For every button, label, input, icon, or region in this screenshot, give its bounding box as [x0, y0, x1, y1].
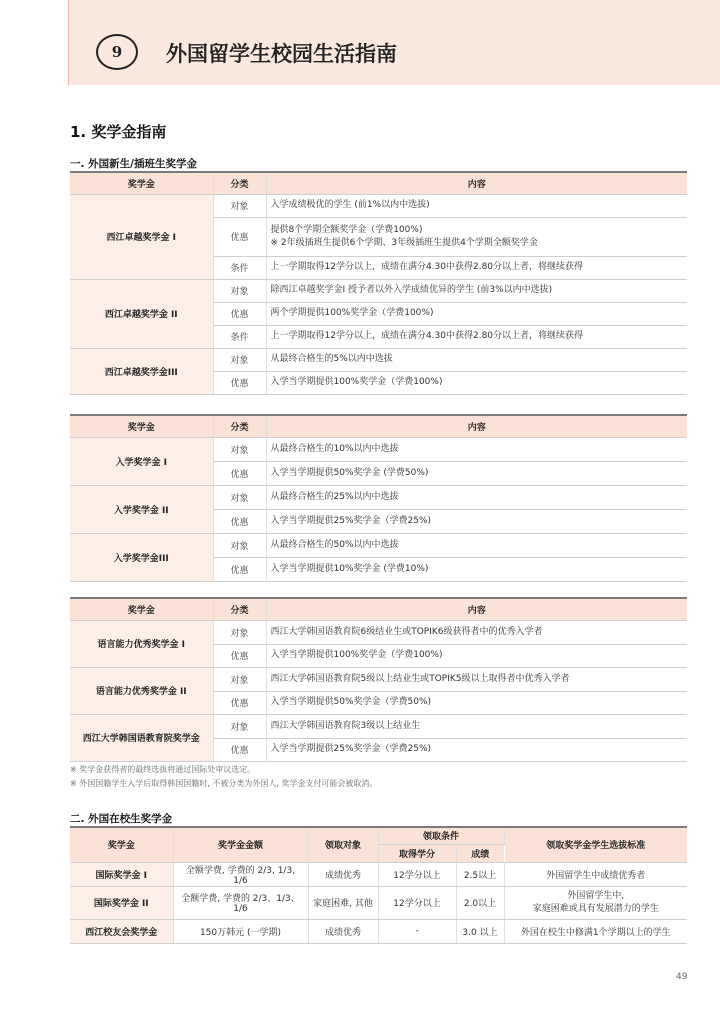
- criteria-cell: 外国在校生中修满1个学期以上的学生: [504, 919, 687, 943]
- category-cell: 对象: [213, 437, 266, 461]
- content-cell: [266, 217, 687, 256]
- category-cell: 条件: [213, 256, 266, 279]
- category-cell: 优惠: [213, 461, 266, 485]
- content-cell: 入学当学期提供25%奖学金（学费25%): [266, 738, 687, 761]
- column-header-content: 内容: [266, 598, 687, 620]
- subsection-title-new-students: 一. 外国新生/插班生奖学金: [70, 158, 197, 170]
- column-header-category: 分类: [213, 172, 266, 194]
- chapter-number: 9: [111, 43, 123, 61]
- content-cell: 入学当学期提供100%奖学金（学费100%): [266, 644, 687, 667]
- scholarship-name: 西江卓越奖学金III: [70, 348, 213, 394]
- content-cell: 西江大学韩国语教育院6级结业生或TOPIK6级获得者中的优秀入学者: [266, 620, 687, 644]
- scholarship-name: 西江校友会奖学金: [70, 919, 173, 943]
- scholarship-table-current-students: [70, 826, 687, 944]
- chapter-number-badge: [96, 34, 138, 70]
- content-cell: 从最终合格生的10%以内中选拔: [266, 437, 687, 461]
- scholarship-table-excellence: [70, 171, 687, 395]
- content-cell: 从最终合格生的5%以内中选拔: [266, 348, 687, 371]
- scholarship-name: 西江卓越奖学金 I: [70, 194, 213, 279]
- column-header-grade: 成绩: [456, 844, 504, 862]
- scholarship-name: 西江大学韩国语教育院奖学金: [70, 714, 213, 761]
- column-header-target: 领取对象: [308, 827, 378, 862]
- category-cell: 优惠: [213, 691, 266, 714]
- content-cell: 西江大学韩国语教育院3级以上结业生: [266, 714, 687, 738]
- category-cell: 对象: [213, 485, 266, 509]
- content-note: ※ 2年级插班生提供6个学期、3年级插班生提供4个学期全额奖学金: [270, 237, 538, 248]
- column-header-criteria: 领取奖学金学生选拔标准: [504, 827, 687, 862]
- page-number: 49: [676, 972, 688, 982]
- column-header-content: 内容: [266, 172, 687, 194]
- amount-cell: 全额学费, 学费的 2/3, 1/3, 1/6: [173, 862, 308, 886]
- content-cell: 入学成绩极优的学生 (前1%以内中选拔): [266, 194, 687, 217]
- category-cell: 对象: [213, 348, 266, 371]
- content-cell: 入学当学期提供10%奖学金 (学费10%): [266, 557, 687, 581]
- scholarship-table-language: [70, 597, 687, 762]
- grade-cell: 2.5以上: [456, 862, 504, 886]
- content-cell: 上一学期取得12学分以上，成绩在满分4.30中获得2.80分以上者，将继续获得: [266, 325, 687, 348]
- category-cell: 优惠: [213, 644, 266, 667]
- content-cell: 除西江卓越奖学金I 授予者以外入学成绩优异的学生 (前3%以内中选拔): [266, 279, 687, 302]
- scholarship-name: 国际奖学金 I: [70, 862, 173, 886]
- content-line: 提供8个学期全额奖学金（学费100%): [270, 225, 423, 236]
- column-header-conditions: 领取条件: [378, 827, 504, 844]
- content-cell: 两个学期提供100%奖学金（学费100%): [266, 302, 687, 325]
- subsection-title-current-students: 二. 外国在校生奖学金: [70, 813, 173, 825]
- content-cell: 从最终合格生的50%以内中选拔: [266, 533, 687, 557]
- content-cell: 上一学期取得12学分以上，成绩在满分4.30中获得2.80分以上者，将继续获得: [266, 256, 687, 279]
- scholarship-name: 国际奖学金 II: [70, 886, 173, 919]
- note: ※ 外国国籍学生入学后取得韩国国籍时, 不被分类为外国人, 奖学金支付可能会被取消。: [70, 779, 378, 788]
- category-cell: 对象: [213, 194, 266, 217]
- category-cell: 优惠: [213, 217, 266, 256]
- scholarship-name: 语言能力优秀奖学金 II: [70, 667, 213, 714]
- scholarship-name: 入学奖学金 II: [70, 485, 213, 533]
- credits-cell: 12学分以上: [378, 886, 456, 919]
- criteria-line: 家庭困难或具有发展潜力的学生: [532, 903, 659, 914]
- category-cell: 对象: [213, 714, 266, 738]
- grade-cell: 2.0以上: [456, 886, 504, 919]
- category-cell: 优惠: [213, 738, 266, 761]
- scholarship-name: 入学奖学金III: [70, 533, 213, 581]
- content-cell: 从最终合格生的25%以内中选拔: [266, 485, 687, 509]
- column-header-credits: 取得学分: [378, 844, 456, 862]
- grade-cell: 3.0 以上: [456, 919, 504, 943]
- column-header-scholarship: 奖学金: [70, 172, 213, 194]
- page-title: 外国留学生校园生活指南: [166, 42, 397, 66]
- scholarship-table-admission: [70, 414, 687, 582]
- credits-cell: 12学分以上: [378, 862, 456, 886]
- category-cell: 对象: [213, 620, 266, 644]
- category-cell: 对象: [213, 279, 266, 302]
- content-cell: 西江大学韩国语教育院5级以上结业生或TOPIK5级以上取得者中优秀入学者: [266, 667, 687, 691]
- category-cell: 条件: [213, 325, 266, 348]
- column-header-content: 内容: [266, 415, 687, 437]
- column-header-scholarship: 奖学金: [70, 415, 213, 437]
- column-header-category: 分类: [213, 598, 266, 620]
- amount-cell: 全额学费, 学费的 2/3、1/3、1/6: [173, 886, 308, 919]
- target-cell: 成绩优秀: [308, 862, 378, 886]
- column-header-scholarship: 奖学金: [70, 827, 173, 862]
- category-cell: 优惠: [213, 302, 266, 325]
- category-cell: 优惠: [213, 371, 266, 394]
- amount-cell: 150万韩元 (一学期): [173, 919, 308, 943]
- criteria-cell: [504, 886, 687, 919]
- section-title: 1. 奖学金指南: [70, 123, 167, 141]
- scholarship-name: 西江卓越奖学金 II: [70, 279, 213, 348]
- category-cell: 优惠: [213, 509, 266, 533]
- column-header-amount: 奖学金金额: [173, 827, 308, 862]
- category-cell: 优惠: [213, 557, 266, 581]
- credits-cell: -: [378, 919, 456, 943]
- content-cell: 入学当学期提供50%奖学金（学费50%): [266, 691, 687, 714]
- criteria-cell: 外国留学生中成绩优秀者: [504, 862, 687, 886]
- note: ※ 奖学金获得者的最终选拔将通过国际处审议选定。: [70, 765, 256, 774]
- scholarship-name: 语言能力优秀奖学金 I: [70, 620, 213, 667]
- category-cell: 对象: [213, 667, 266, 691]
- column-header-category: 分类: [213, 415, 266, 437]
- target-cell: 家庭困难, 其他: [308, 886, 378, 919]
- content-cell: 入学当学期提供50%奖学金 (学费50%): [266, 461, 687, 485]
- scholarship-name: 入学奖学金 I: [70, 437, 213, 485]
- category-cell: 对象: [213, 533, 266, 557]
- column-header-scholarship: 奖学金: [70, 598, 213, 620]
- content-cell: 入学当学期提供25%奖学金（学费25%): [266, 509, 687, 533]
- criteria-line: 外国留学生中,: [567, 890, 625, 901]
- target-cell: 成绩优秀: [308, 919, 378, 943]
- content-cell: 入学当学期提供100%奖学金（学费100%): [266, 371, 687, 394]
